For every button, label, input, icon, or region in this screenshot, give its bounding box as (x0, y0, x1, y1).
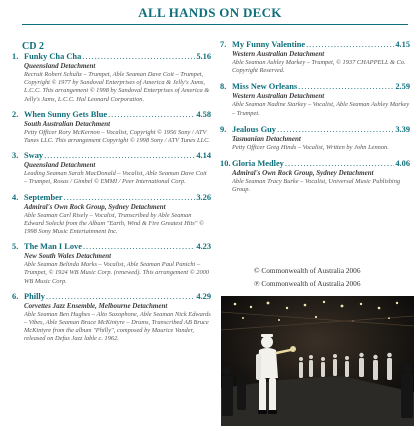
track-credits: Able Seaman Nadine Starkey – Vocalist, Able Seaman Ashley Markey – Trumpet. (232, 101, 410, 117)
track-duration: 4.29 (196, 291, 211, 301)
track-item (12, 193, 211, 237)
track-title: Jealous Guy (232, 124, 276, 134)
track-heading (232, 82, 410, 92)
track-number: 4. (12, 192, 19, 202)
track-duration: 2.59 (395, 82, 410, 92)
copyright-line: © Commonwealth of Australia 2006 (254, 266, 361, 275)
leader-dots (44, 151, 195, 161)
track-item (12, 110, 211, 145)
title-divider (22, 24, 408, 25)
track-heading (24, 110, 211, 120)
track-title: Funky Cha Cha (24, 52, 82, 61)
track-credits: Petty Officer Greg Hinds – Vocalist, Written by John Lennon. (232, 143, 389, 151)
track-detachment: Admiral's Own Rock Group, Sydney Detachment (232, 169, 374, 178)
track-duration: 5.16 (196, 52, 211, 61)
track-heading (232, 125, 410, 135)
track-credits: Able Seaman Carl Risely – Vocalist, Transcribed by Able Seaman Edward Solecki from the Album "Earth, Wind & Fire Greatest Hits" © 1998 Sony Music Entertainment Inc. (24, 211, 204, 236)
track-title: Miss New Orleans (232, 82, 298, 92)
track-number: 6. (12, 291, 19, 301)
track-title: Sway (24, 151, 44, 161)
track-heading (232, 40, 410, 50)
track-credits: Able Seaman Ben Hughes – Alto Saxophone, Able Seaman Nick Edwards – Vibes, Able Seaman Bruce McKintyre – Drums, Transcribed AB Bruce McKintyre from the album "Philly", composed by Maurice Vander, released on Defus Jazz lable c. 1962. (24, 310, 211, 343)
leader-dots (306, 40, 394, 50)
track-title: When Sunny Gets Blue (24, 109, 108, 119)
cd-label: CD 2 (22, 41, 44, 52)
track-number: 3. (12, 151, 19, 161)
track-item (12, 292, 211, 344)
track-list-right (220, 40, 410, 198)
track-title: Philly (24, 291, 45, 301)
leader-dots (83, 242, 195, 252)
track-duration: 4.06 (395, 159, 410, 169)
track-heading (24, 193, 211, 203)
performance-photo-illustration (221, 296, 414, 426)
phonographic-copyright-line: ℗ Commonwealth of Australia 2006 (254, 279, 361, 288)
track-credits: Recruit Robert Schultz – Trumpet, Able Seaman Dave Coit – Trumpet, Copyright © 1977 by Sandoval Enterprises of America & Jelly's Jams, L.C.C. This arrangement © 1998 by Sandoval Enterprises of America & Jelly's Jams, L.C.C. Hal Leonard Corporation. (24, 71, 210, 103)
track-heading (24, 52, 211, 62)
track-credits: Able Seaman Tracy Burke – Vocalist, Universal Music Publishing Group. (232, 178, 401, 194)
track-duration: 4.23 (196, 242, 211, 252)
track-number: 9. (220, 124, 227, 134)
track-title: My Funny Valentine (232, 40, 306, 49)
track-item (220, 125, 410, 152)
track-duration: 4.14 (196, 151, 211, 161)
track-title: The Man I Love (24, 242, 82, 252)
track-item (220, 40, 410, 75)
leader-dots (298, 82, 394, 92)
page-title: ALL HANDS ON DECK (138, 5, 282, 20)
track-item (12, 242, 211, 286)
track-detachment: Queensland Detachment (24, 62, 96, 70)
track-duration: 3.26 (196, 192, 211, 202)
track-credits: Able Seaman Belinda Marks – Vocalist, Able Seaman Paul Panichi – Trumpet, © 1924 WB Music Corp. (renewed). This arrangement © 2000 WB Music Corp. (24, 261, 210, 285)
leader-dots (108, 110, 195, 120)
track-heading (232, 159, 410, 169)
track-detachment: New South Wales Detachment (24, 252, 112, 261)
track-credits: Petty Officer Rory McKernon – Vocalist, Copyright © 1956 Sony / ATV Tunes LLC. This arrangement Copyright © 1998 Sony / ATV Tunes LLC. (24, 128, 211, 145)
track-detachment: Admiral's Own Rock Group, Sydney Detachment (24, 202, 166, 211)
leader-dots (82, 52, 195, 62)
track-duration: 4.58 (196, 109, 211, 119)
track-heading (24, 151, 211, 161)
track-credits: Leading Seaman Sarah MacDonald – Vocalist, Able Seaman Dave Coit – Trumpet, Rosas / Gimbel © EMMI / Peer International Corp. (24, 170, 207, 186)
track-number: 10. (220, 159, 231, 169)
track-item (12, 52, 211, 104)
track-detachment: Corvettes Jazz Ensemble, Melbourne Detachment (24, 301, 168, 310)
leader-dots (46, 292, 195, 302)
track-detachment: Western Australian Detachment (232, 92, 325, 101)
leader-dots (64, 193, 196, 203)
leader-dots (285, 159, 394, 169)
track-heading (24, 292, 211, 302)
track-heading (24, 242, 211, 252)
track-list-left (12, 52, 211, 348)
track-number: 2. (12, 109, 19, 119)
performance-photo (221, 296, 414, 426)
track-item (12, 151, 211, 186)
track-number: 7. (220, 40, 227, 49)
track-title: September (24, 192, 63, 202)
track-number: 5. (12, 242, 19, 252)
track-detachment: Queensland Detachment (24, 161, 96, 170)
track-detachment: Tasmanian Detachment (232, 134, 301, 143)
track-title: Gloria Medley (232, 159, 284, 169)
track-item (220, 82, 410, 117)
leader-dots (277, 125, 394, 135)
track-duration: 4.15 (395, 40, 410, 49)
track-number: 8. (220, 82, 227, 92)
track-detachment: Western Australian Detachment (232, 50, 325, 58)
track-credits: Able Seaman Ashley Markey – Trumpet, © 1937 CHAPPELL & Co. Copyright Reserved. (232, 59, 406, 75)
track-number: 1. (12, 52, 19, 61)
track-duration: 3.39 (395, 124, 410, 134)
track-detachment: South Australian Detachment (24, 119, 111, 128)
track-item (220, 159, 410, 194)
